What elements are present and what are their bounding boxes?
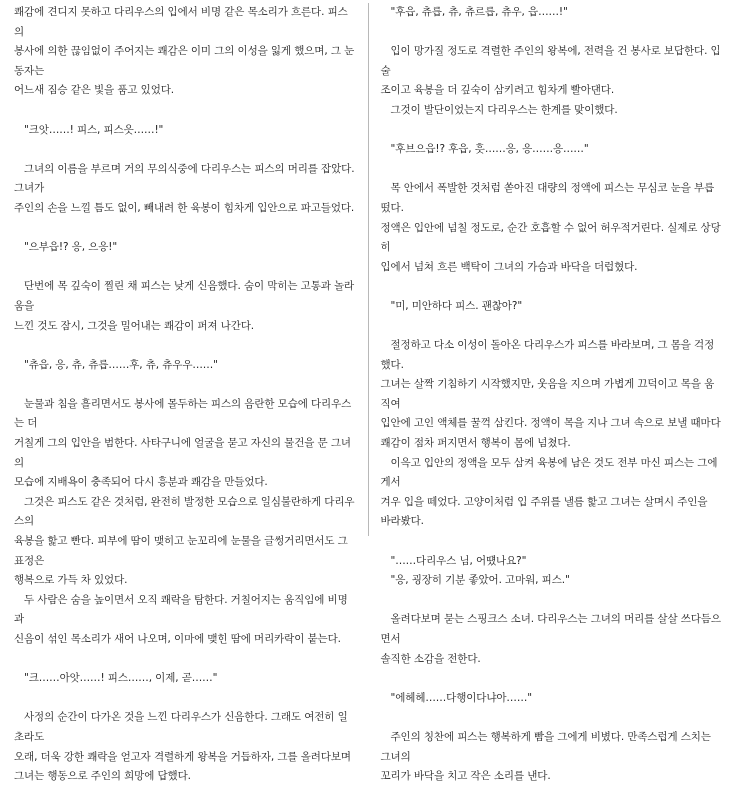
right-page-paragraph: "에헤헤……다행이다냐아……" xyxy=(390,691,532,704)
left-page-paragraph: "으부읍!? 응, 으응!" xyxy=(24,241,118,254)
right-page-paragraph: "……다리우스 님, 어떘나요?" xyxy=(390,554,527,567)
right-page-paragraph: 절정하고 다소 이성이 돌아온 다리우스가 피스를 바라보며, 그 몸을 걱정했다. 그녀는 살짝 기침하기 시작했지만, 웃음을 지으며 가볍게 끄덕이고 목을 움직여 입안에 고인 액체를 꿀꺽 삼킨다. 정액이 목을 지나 그녀 속으로 보낼 때마다 쾌감이 점차 퍼지면서 행복이 몸에 넘쳤다. xyxy=(380,339,721,450)
left-page-paragraph: 그녀의 이름을 부르며 거의 무의식중에 다리우스는 피스의 머리를 잡았다. 그녀가 주인의 손을 느낄 틈도 없이, 빼내려 한 육봉이 힘차게 입안으로 파고들었다. xyxy=(14,162,355,214)
right-page-paragraph: 입이 망가질 정도로 격렬한 주인의 왕복에, 전력을 건 봉사로 보답한다. 입술 조이고 육봉을 더 깊숙이 삼키려고 힘차게 빨아댄다. xyxy=(380,45,721,97)
right-page-paragraph: 그것이 발단이었는지 다리우스는 한계를 맞이했다. xyxy=(390,103,618,116)
right-page xyxy=(369,3,731,783)
left-page-paragraph: "츄읍, 응, 츄, 츄릅……후, 츄, 츄우우……" xyxy=(24,358,218,371)
right-page-paragraph: "응, 굉장히 기분 좋았어. 고마워, 피스." xyxy=(390,574,570,587)
left-page-paragraph: 그것은 피스도 같은 것처럼, 완전히 발정한 모습으로 일심불란하게 다리우스의 육봉을 핥고 빤다. 피부에 땀이 맺히고 눈꼬리에 눈물을 글썽거리면서도 그 표정은 행복으로 가득 차 있었다. xyxy=(14,495,355,587)
left-page xyxy=(6,3,368,783)
right-page-paragraph: 올려다보며 묻는 스핑크스 소녀. 다리우스는 그녀의 머리를 살살 쓰다듬으면서 솔직한 소감을 전한다. xyxy=(380,613,721,665)
right-page-paragraph: 이윽고 입안의 정액을 모두 삼켜 육봉에 남은 것도 전부 마신 피스는 그에게서 겨우 입을 떼었다. 고양이처럼 입 주위를 낼름 핥고 그녀는 살며시 주인을 바라봤다. xyxy=(380,456,718,528)
left-page-paragraph: "크앗……! 피스, 피스읏……!" xyxy=(24,123,164,136)
right-page-paragraph: 주인의 칭찬에 피스는 행복하게 빰을 그에게 비볐다. 만족스럽게 스치는 그녀의 꼬리가 바닥을 치고 작은 소리를 낸다. xyxy=(380,730,711,783)
left-page-paragraph: 사정의 순간이 다가온 것을 느낀 다리우스가 신음한다. 그래도 여전히 일 초라도 오래, 더욱 강한 쾌락을 얻고자 격렬하게 왕복을 거듭하자, 그를 올려다보며 그녀는 행동으로 주인의 희망에 답했다. xyxy=(14,711,351,783)
left-page-paragraph: 눈물과 침을 흘리면서도 봉사에 몰두하는 피스의 음란한 모습에 다리우스는 더 거칠게 그의 입안을 범한다. 사타구니에 얼굴을 묻고 자신의 물건을 문 그녀의 모습에 지배욕이 충족되어 다시 흥분과 쾌감을 만들었다. xyxy=(14,397,352,489)
right-page-paragraph: "후읍, 츄릅, 츄, 츄르릅, 츄우, 읍……!" xyxy=(390,6,568,18)
right-page-paragraph: "후브으읍!? 후읍, 흣……응, 응……응……" xyxy=(390,143,589,156)
right-page-paragraph: "미, 미안하다 피스. 괜찮아?" xyxy=(390,299,523,312)
left-page-paragraph: 쾌감에 견디지 못하고 다리우스의 입에서 비명 같은 목소리가 흐른다. 피스의 봉사에 의한 끊임없이 주어지는 쾌감은 이미 그의 이성을 잃게 했으며, 그 눈동자는 어느새 짐승 같은 빛을 품고 있었다. xyxy=(14,6,355,97)
left-page-paragraph: "크……아앗……! 피스……, 이제, 곧……" xyxy=(24,672,218,685)
left-page-paragraph: 단번에 목 깊숙이 찔린 채 피스는 낮게 신음했다. 숨이 막히는 고통과 놀라움을 느낀 것도 잠시, 그것을 밀어내는 쾌감이 퍼져 나간다. xyxy=(14,280,355,332)
left-page-paragraph: 두 사람은 숨을 높이면서 오직 쾌락을 탐한다. 거칠어지는 움직임에 비명과 신음이 섞인 목소리가 새어 나오며, 이마에 맺힌 땀에 머리카락이 붙는다. xyxy=(14,593,348,645)
right-page-paragraph: 목 안에서 폭발한 것처럼 쏟아진 대량의 정액에 피스는 무심코 눈을 부릅떴다. 정액은 입안에 넘칠 정도로, 순간 호흡할 수 없어 허우적거린다. 실제로 상당히 입에서 넘쳐 흐른 백탁이 그녀의 가슴과 바닥을 더럽혔다. xyxy=(380,182,721,273)
